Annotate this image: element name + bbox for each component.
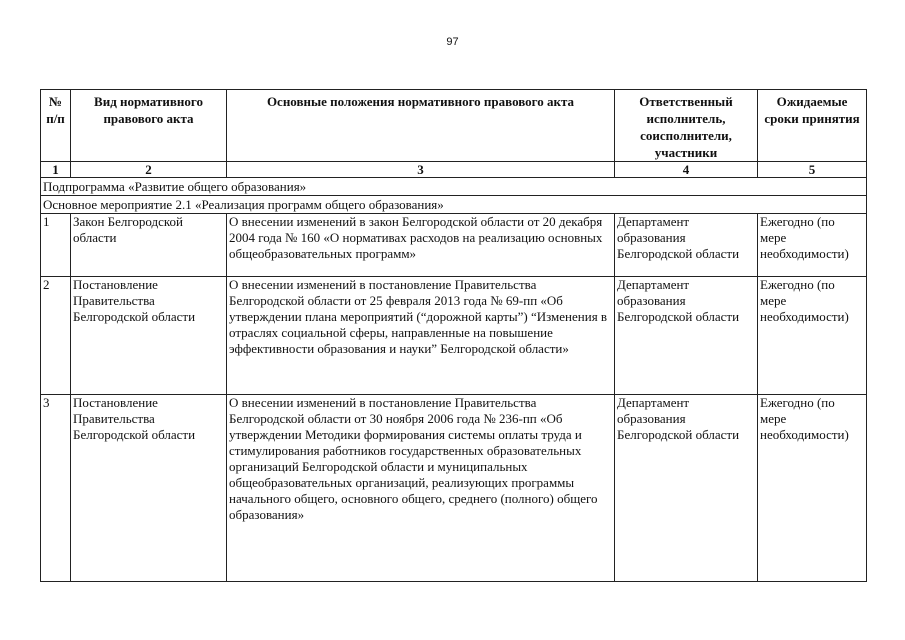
term: Ежегодно (по мере необходимости)	[758, 395, 867, 582]
act-provisions: О внесении изменений в постановление Правительства Белгородской области от 30 ноября 2006 года № 236-пп «Об утверждении Методики формирования системы оплаты труда и стимулирования работников государственных образовательных организаций Белгородской области и муниципальных общеобразовательных организаций, реализующих программы начального общего, основного общего, среднего (полного) общего образования»	[227, 395, 615, 582]
column-number: 1	[41, 162, 71, 178]
table-header-row	[41, 90, 867, 162]
act-provisions: О внесении изменений в закон Белгородской области от 20 декабря 2004 года № 160 «О нормативах расходов на реализацию основных общеобразовательных программ»	[227, 214, 615, 277]
column-number: 3	[227, 162, 615, 178]
page-number: 97	[446, 36, 459, 48]
table-row	[41, 214, 867, 277]
main-activity-title: Основное мероприятие 2.1 «Реализация программ общего образования»	[41, 196, 867, 214]
term: Ежегодно (по мере необходимости)	[758, 214, 867, 277]
executor: Департамент образования Белгородской области	[615, 395, 758, 582]
column-number: 4	[615, 162, 758, 178]
table-row	[41, 395, 867, 582]
table-row	[41, 277, 867, 395]
act-type: Закон Белгородской области	[71, 214, 227, 277]
legal-acts-table	[40, 89, 867, 582]
column-number: 2	[71, 162, 227, 178]
header-provisions: Основные положения нормативного правового акта	[227, 90, 615, 162]
executor: Департамент образования Белгородской области	[615, 214, 758, 277]
column-number-row	[41, 162, 867, 178]
subprogram-title: Подпрограмма «Развитие общего образования»	[41, 178, 867, 196]
header-executor: Ответственный исполнитель, соисполнители, участники	[615, 90, 758, 162]
act-type: Постановление Правительства Белгородской области	[71, 395, 227, 582]
act-type: Постановление Правительства Белгородской области	[71, 277, 227, 395]
header-term: Ожидаемые сроки принятия	[758, 90, 867, 162]
subprogram-row	[41, 178, 867, 196]
act-provisions: О внесении изменений в постановление Правительства Белгородской области от 25 февраля 2013 года № 69-пп «Об утверждении плана мероприятий (“дорожной карты”) “Изменения в отраслях социальной сферы, направленные на повышение эффективности образования и науки” Белгородской области»	[227, 277, 615, 395]
executor: Департамент образования Белгородской области	[615, 277, 758, 395]
main-activity-row	[41, 196, 867, 214]
header-act-type: Вид нормативного правового акта	[71, 90, 227, 162]
row-number: 1	[41, 214, 71, 277]
column-number: 5	[758, 162, 867, 178]
header-number: № п/п	[41, 90, 71, 162]
row-number: 2	[41, 277, 71, 395]
row-number: 3	[41, 395, 71, 582]
term: Ежегодно (по мере необходимости)	[758, 277, 867, 395]
